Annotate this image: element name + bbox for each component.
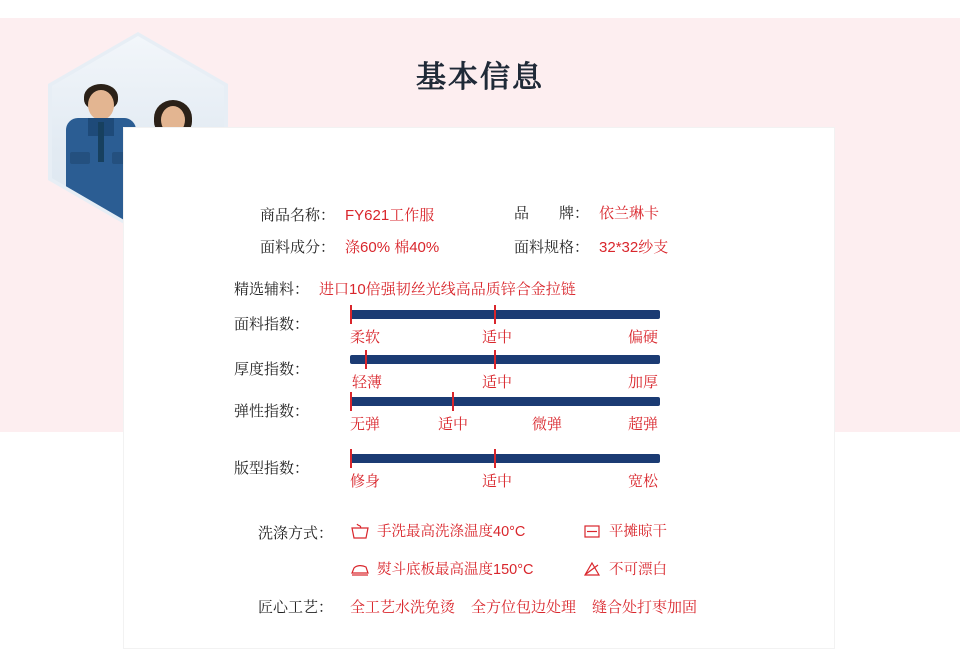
label-fabric-composition: 面料成分： <box>260 239 336 256</box>
scale-label: 修身 <box>350 473 381 490</box>
wash-item-flat-dry <box>582 520 667 541</box>
wash-item-text: 不可漂白 <box>609 562 667 578</box>
bar-tick <box>350 305 352 324</box>
row-product-name <box>260 204 434 225</box>
row-fabric-composition <box>260 236 439 257</box>
label-craft: 匠心工艺： <box>258 599 334 616</box>
elasticity-index-scale <box>350 413 680 433</box>
bar-tick <box>350 449 352 468</box>
fit-index-scale <box>350 470 680 490</box>
label-elasticity-index: 弹性指数： <box>234 403 310 420</box>
wash-item-hand-wash <box>350 520 525 541</box>
hand-wash-icon <box>350 522 370 540</box>
label-accessories: 精选辅料： <box>234 281 310 298</box>
no-bleach-icon <box>582 560 602 578</box>
label-elasticity-index-row <box>234 400 309 421</box>
label-wash-care-row <box>258 522 333 543</box>
bar-tick <box>494 305 496 324</box>
row-brand <box>514 202 659 223</box>
wash-item-text: 平摊晾干 <box>609 524 667 540</box>
label-fit-index-row <box>234 457 309 478</box>
label-fabric-index-row <box>234 313 309 334</box>
scale-label: 超弹 <box>628 416 659 433</box>
bar-tick <box>494 350 496 369</box>
value-fabric-composition: 涤60% 棉40% <box>345 239 440 256</box>
bar-track <box>350 454 660 463</box>
info-card <box>124 128 834 648</box>
label-thickness-index: 厚度指数： <box>234 361 310 378</box>
craft-item: 全方位包边处理 <box>471 599 577 616</box>
page-title: 基本信息 <box>416 61 544 94</box>
bar-track <box>350 310 660 319</box>
flat-dry-icon <box>582 522 602 540</box>
iron-icon <box>350 560 370 578</box>
label-fabric-spec: 面料规格： <box>514 239 590 256</box>
fit-index-bar <box>350 454 680 490</box>
value-product-name: FY621工作服 <box>345 207 435 224</box>
bar-track <box>350 355 660 364</box>
label-craft-row <box>258 596 333 617</box>
label-fabric-index: 面料指数： <box>234 316 310 333</box>
label-product-name: 商品名称： <box>260 207 336 224</box>
label-brand: 品 牌： <box>514 205 590 222</box>
thickness-index-scale <box>350 371 680 391</box>
wash-item-iron <box>350 558 533 579</box>
value-accessories: 进口10倍强韧丝光线高品质锌合金拉链 <box>319 281 576 298</box>
bar-tick <box>365 350 367 369</box>
fabric-index-scale <box>350 326 680 346</box>
scale-label: 柔软 <box>350 329 381 346</box>
label-fit-index: 版型指数： <box>234 460 310 477</box>
scale-label: 微弹 <box>532 416 563 433</box>
scale-label: 轻薄 <box>352 374 383 391</box>
craft-item: 缝合处打枣加固 <box>592 599 698 616</box>
bar-tick <box>350 392 352 411</box>
wash-item-no-bleach <box>582 558 667 579</box>
scale-label: 适中 <box>482 473 513 490</box>
scale-label: 适中 <box>482 329 513 346</box>
thickness-index-bar <box>350 355 680 391</box>
scale-label: 偏硬 <box>628 329 659 346</box>
fabric-index-bar <box>350 310 680 346</box>
label-thickness-index-row <box>234 358 309 379</box>
bar-tick <box>452 392 454 411</box>
bar-track <box>350 397 660 406</box>
value-fabric-spec: 32*32纱支 <box>599 239 669 256</box>
wash-item-text: 熨斗底板最高温度150°C <box>377 562 534 578</box>
craft-items <box>350 596 697 617</box>
label-wash-care: 洗涤方式： <box>258 525 334 542</box>
scale-label: 宽松 <box>628 473 659 490</box>
row-fabric-spec <box>514 236 668 257</box>
scale-label: 无弹 <box>350 416 381 433</box>
scale-label: 适中 <box>482 374 513 391</box>
value-brand: 依兰琳卡 <box>599 205 660 222</box>
craft-item: 全工艺水洗免烫 <box>350 599 456 616</box>
scale-label: 适中 <box>438 416 469 433</box>
elasticity-index-bar <box>350 397 680 433</box>
bar-tick <box>494 449 496 468</box>
scale-label: 加厚 <box>628 374 659 391</box>
row-accessories <box>234 278 576 299</box>
wash-item-text: 手洗最高洗涤温度40°C <box>377 524 526 540</box>
